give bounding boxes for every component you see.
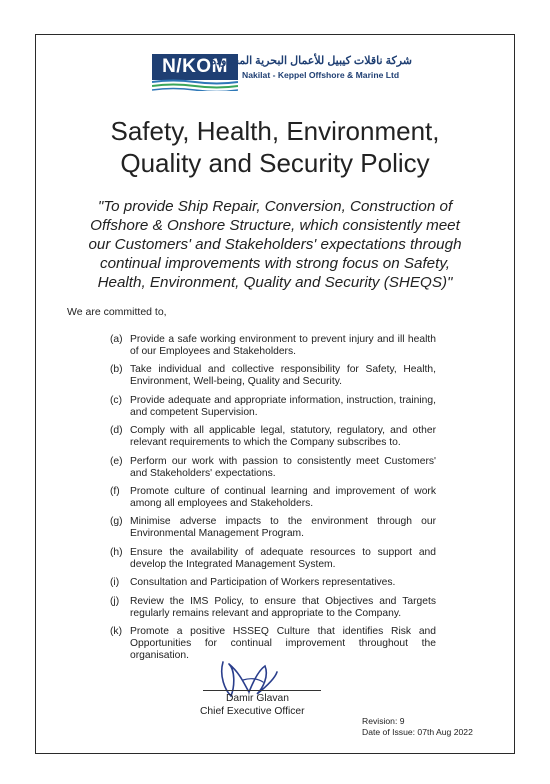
item-marker: (e) (110, 455, 123, 467)
mission-line: our Customers' and Stakeholders' expectations through (88, 236, 462, 253)
item-marker: (g) (110, 516, 123, 528)
commitment-intro: We are committed to, (67, 306, 167, 318)
list-item (110, 395, 436, 419)
item-text: Consultation and Participation of Workers representatives. (130, 577, 396, 589)
list-item (110, 516, 436, 540)
item-marker: (h) (110, 546, 123, 558)
list-item (110, 425, 436, 449)
mission-line: Offshore & Onshore Structure, which consistently meet (90, 217, 460, 234)
item-text: Ensure the availability of adequate resources to support and develop the Integrated Management System. (130, 546, 436, 570)
item-marker: (c) (110, 394, 123, 406)
mission-line: continual improvements with strong focus on Safety, (99, 255, 451, 272)
policy-title (40, 115, 510, 179)
item-text: Promote a positive HSSEQ Culture that identifies Risk and Opportunities for continual improvement throughout the organisation. (130, 625, 436, 661)
logo-wordmark: N/KOM (152, 54, 238, 80)
item-text: Comply with all applicable legal, statutory, regulatory, and other relevant requirements to which the Company subscribes to. (130, 425, 436, 449)
logo-english-name: Nakilat - Keppel Offshore & Marine Ltd (242, 70, 400, 80)
signatory-name: Damir Glavan (226, 693, 289, 704)
item-marker: (a) (110, 334, 123, 345)
list-item (110, 577, 436, 589)
item-text: Take individual and collective responsibility for Safety, Health, Environment, Well-being, Quality and Security. (130, 364, 436, 388)
item-text: Provide a safe working environment to prevent injury and ill health of our Employees and Stakeholders. (130, 334, 436, 357)
mission-statement (50, 197, 500, 292)
item-marker: (f) (110, 485, 120, 497)
mission-line: "To provide Ship Repair, Conversion, Construction of (97, 198, 453, 215)
signature-line (203, 690, 321, 691)
item-marker: (i) (110, 577, 120, 589)
list-item (110, 364, 436, 388)
list-item (110, 456, 436, 480)
company-logo (152, 54, 412, 94)
item-text: Provide adequate and appropriate information, instruction, training, and competent Supervision. (130, 394, 436, 418)
list-item (110, 596, 436, 620)
list-item (110, 547, 436, 571)
wave-icon (152, 79, 238, 91)
list-item (110, 486, 436, 510)
item-text: Perform our work with passion to consistently meet Customers' and Stakeholders' expectations. (130, 455, 436, 479)
item-marker: (k) (110, 625, 123, 637)
commitment-list (110, 334, 436, 668)
item-marker: (d) (110, 425, 123, 437)
mission-line: Health, Environment, Quality and Security (SHEQS)" (97, 274, 453, 291)
revision-number: Revision: 9 (362, 716, 405, 726)
issue-date: Date of Issue: 07th Aug 2022 (362, 727, 473, 737)
list-item (110, 334, 436, 358)
item-text: Promote culture of continual learning and improvement of work among all employees and Stakeholders. (130, 485, 436, 509)
item-text: Minimise adverse impacts to the environment through our Environmental Management Program. (130, 516, 436, 540)
revision-info (362, 716, 473, 738)
title-line: Safety, Health, Environment, (110, 116, 440, 146)
signatory-title: Chief Executive Officer (200, 706, 305, 717)
item-text: Review the IMS Policy, to ensure that Objectives and Targets regularly remains relevant and appropriate to the Company. (130, 595, 436, 619)
item-marker: (b) (110, 364, 123, 376)
logo-arabic-name: شركة ناقلات كيبيل للأعمال البحرية المحدودة (210, 55, 412, 67)
item-marker: (j) (110, 595, 120, 607)
title-line: Quality and Security Policy (120, 148, 430, 178)
